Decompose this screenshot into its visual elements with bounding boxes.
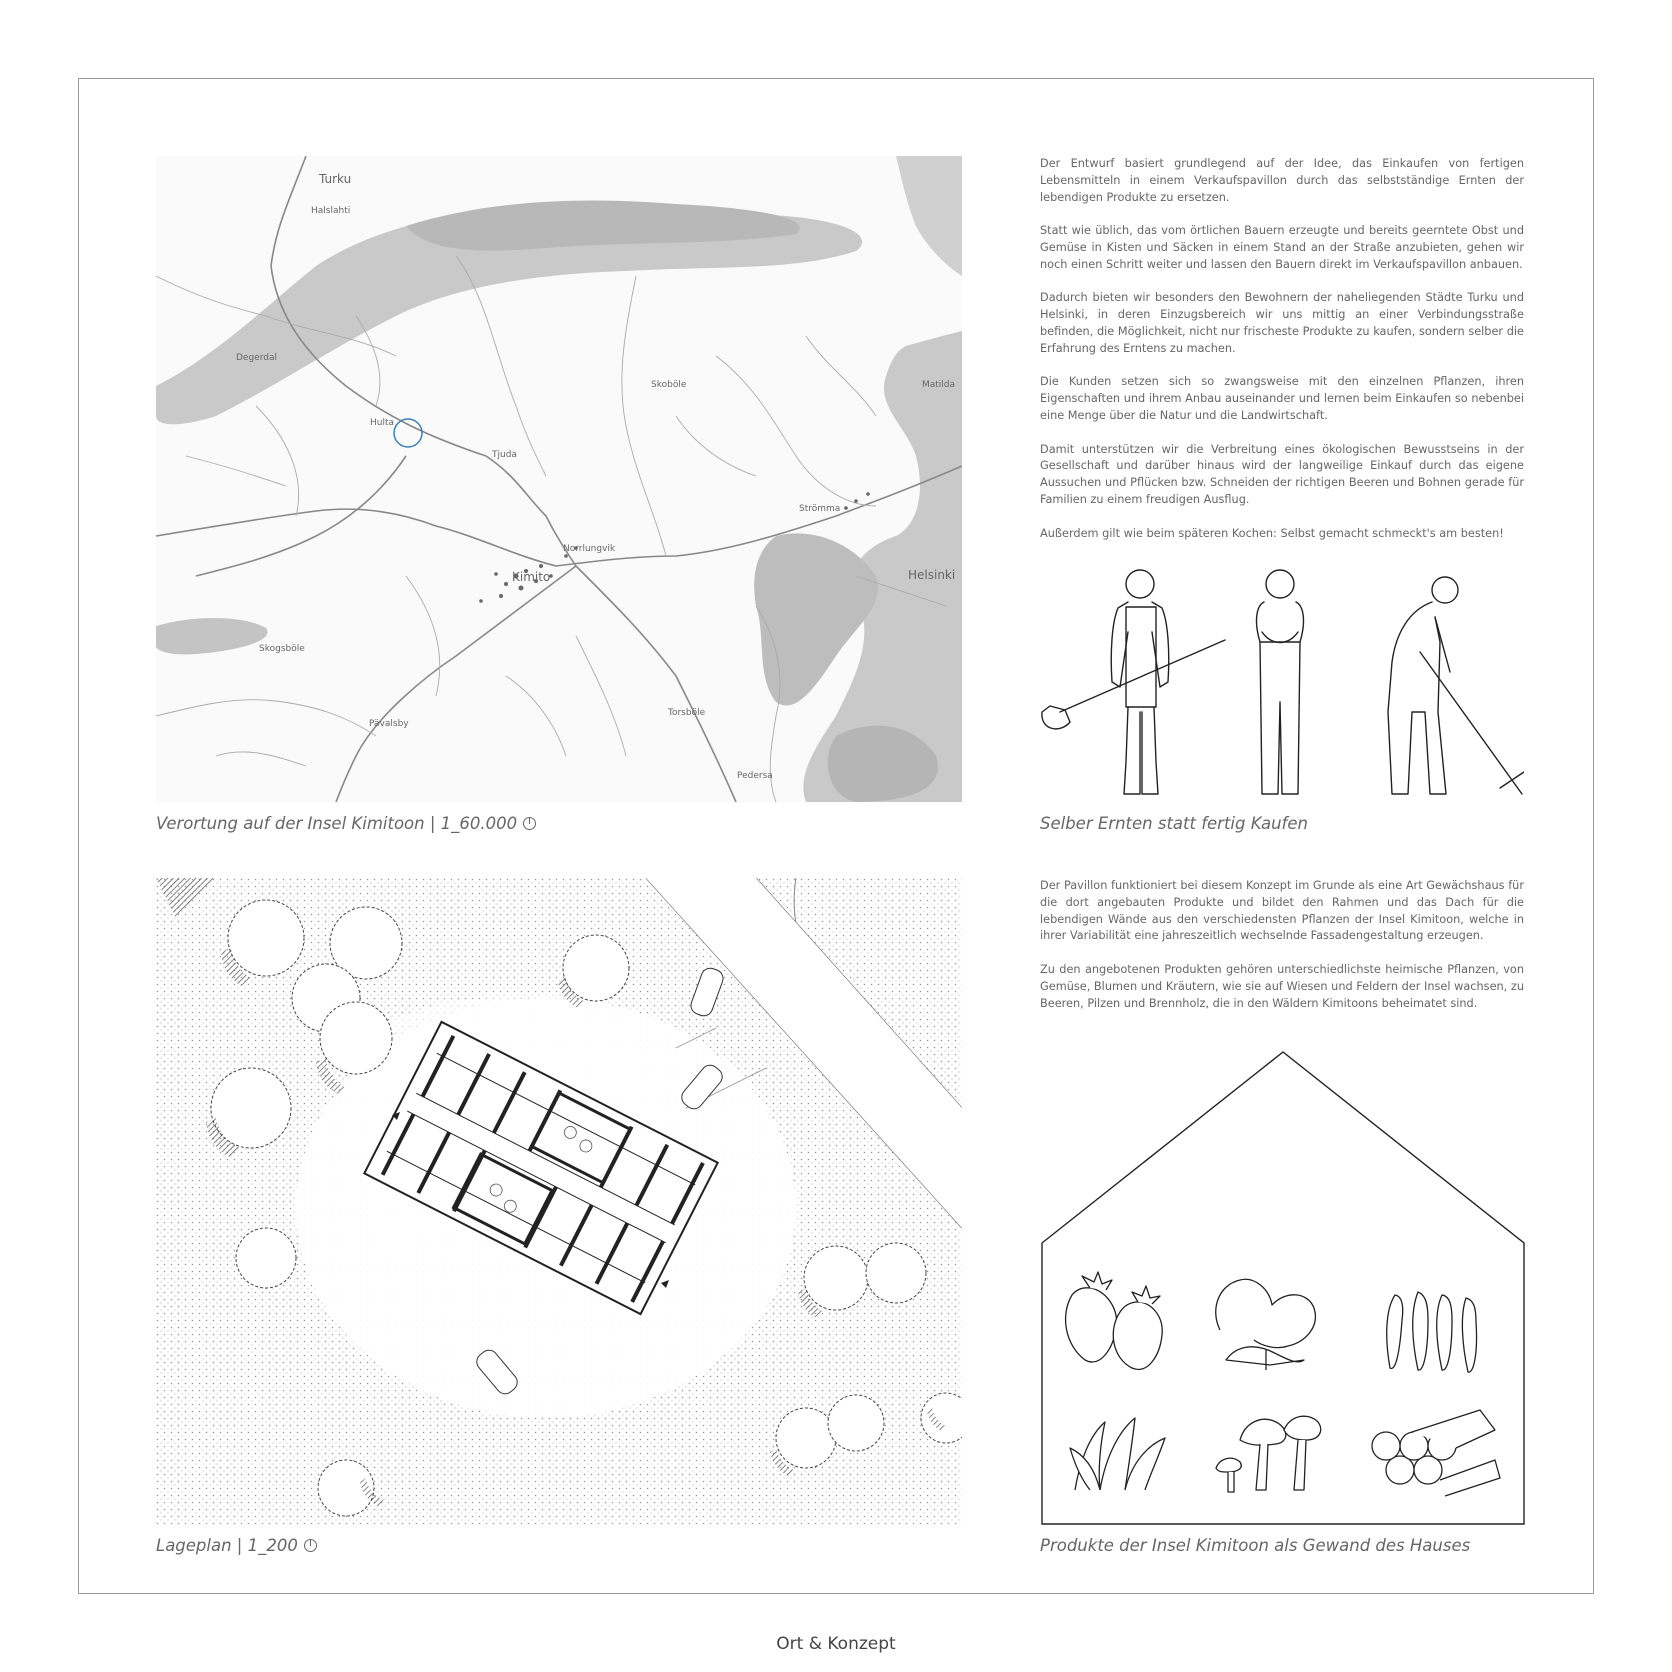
farmer-woman-icon xyxy=(1257,570,1304,794)
farmers-illustration xyxy=(1040,562,1524,802)
pavilion-text xyxy=(1040,878,1524,1029)
map-caption: Verortung auf der Insel Kimitoon | 1_60.000 xyxy=(156,814,536,833)
farmers-caption: Selber Ernten statt fertig Kaufen xyxy=(1040,814,1308,833)
map-label-skogsboele: Skogsböle xyxy=(259,644,305,654)
map-label-pedersa: Pedersa xyxy=(737,771,773,781)
map-label-tjuda: Tjuda xyxy=(492,450,517,460)
map-label-stroemma: Strömma xyxy=(799,504,841,514)
site-plan xyxy=(156,878,962,1524)
map-label-norrlungvik: Norrlungvik xyxy=(563,544,616,554)
map-label-kimito: Kimito xyxy=(512,570,551,584)
farmers-graphic xyxy=(1040,562,1524,802)
north-arrow-icon xyxy=(304,1539,317,1552)
concept-paragraph: Damit unterstützen wir die Verbreitung eines ökologischen Bewusstseins in der Gesellschaft und darüber hinaus wird der langweilige Einkauf durch das eigene Aussuchen und Pflücken bzw. Schneiden der richtigen Beeren und Bohnen gerade für Familien zu einem freudigen Ausflug. xyxy=(1040,442,1524,506)
pavilion-paragraph: Der Pavillon funktioniert bei diesem Konzept im Grunde als eine Art Gewächshaus für die dort angebauten Produkte und bildet den Rahmen und das Dach für die lebendigen Wände aus den verschiedensten Pflanzen der Insel Kimitoon, welche in ihrer Variabilität eine jahreszeitlich wechselnde Fassadengestaltung erzeugen. xyxy=(1040,879,1524,943)
map-label-paevalsby: Pävalsby xyxy=(369,719,409,729)
concept-text xyxy=(1040,156,1524,559)
north-arrow-icon xyxy=(523,817,536,830)
house-caption: Produkte der Insel Kimitoon als Gewand des Hauses xyxy=(1040,1536,1471,1555)
site-plan-graphic xyxy=(156,878,962,1524)
map-label-turku: Turku xyxy=(319,172,352,186)
farmer-shovel-icon xyxy=(1042,570,1225,794)
pavilion-paragraph: Zu den angebotenen Produkten gehören unterschiedlichste heimische Pflanzen, von Gemüse, Blumen und Kräutern, wie sie auf Wiesen und Feldern der Insel wachsen, zu Beeren, Pilzen und Brennholz, die in den Wäldern Kimitoons beheimatet sind. xyxy=(1040,962,1524,1010)
map-label-matilda: Matilda xyxy=(922,380,956,390)
location-map xyxy=(156,156,962,802)
map-label-skoboele: Skoböle xyxy=(651,380,687,390)
map-label-helsinki: Helsinki xyxy=(908,568,956,582)
site-plan-caption: Lageplan | 1_200 xyxy=(156,1536,317,1555)
map-label-torsboele: Torsböle xyxy=(668,708,706,718)
farmer-rake-icon xyxy=(1388,577,1524,794)
concept-paragraph: Statt wie üblich, das vom örtlichen Bauern erzeugte und bereits geerntete Obst und Gemüse in Kisten und Säcken in einem Stand an der Straße anzubieten, gehen wir noch einen Schritt weiter und lassen den Bauern direkt im Verkaufspavillon anbauen. xyxy=(1040,224,1524,271)
concept-paragraph: Außerdem gilt wie beim späteren Kochen: Selbst gemacht schmeckt's am besten! xyxy=(1040,526,1504,540)
concept-paragraph: Der Entwurf basiert grundlegend auf der Idee, das Einkaufen von fertigen Lebensmitteln in einem Verkaufspavillon durch das selbstständige Ernten der lebendigen Produkte zu ersetzen. xyxy=(1040,157,1524,204)
concept-paragraph: Dadurch bieten wir besonders den Bewohnern der naheliegenden Städte Turku und Helsinki, in deren Einzugsbereich wir uns mittig an einer Verbindungsstraße befinden, die Möglichkeit, nicht nur frischeste Produkte zu kaufen, sondern selber die Erfahrung des Erntens zu machen. xyxy=(1040,291,1524,355)
house-graphic xyxy=(1040,1050,1526,1526)
concept-paragraph: Die Kunden setzen sich so zwangsweise mit den einzelnen Pflanzen, ihren Eigenschaften und ihrem Anbau auseinander und lernen beim Einkaufen so nebenbei eine Menge über die Natur und die Landwirtschaft. xyxy=(1040,375,1524,422)
map-label-halslahti: Halslahti xyxy=(311,206,351,216)
house-products-illustration xyxy=(1040,1050,1526,1526)
map-label-hulta: Hulta xyxy=(370,418,395,428)
map-graphic xyxy=(156,156,962,802)
page-title: Ort & Konzept xyxy=(776,1634,896,1654)
map-label-degerdal: Degerdal xyxy=(236,353,277,363)
